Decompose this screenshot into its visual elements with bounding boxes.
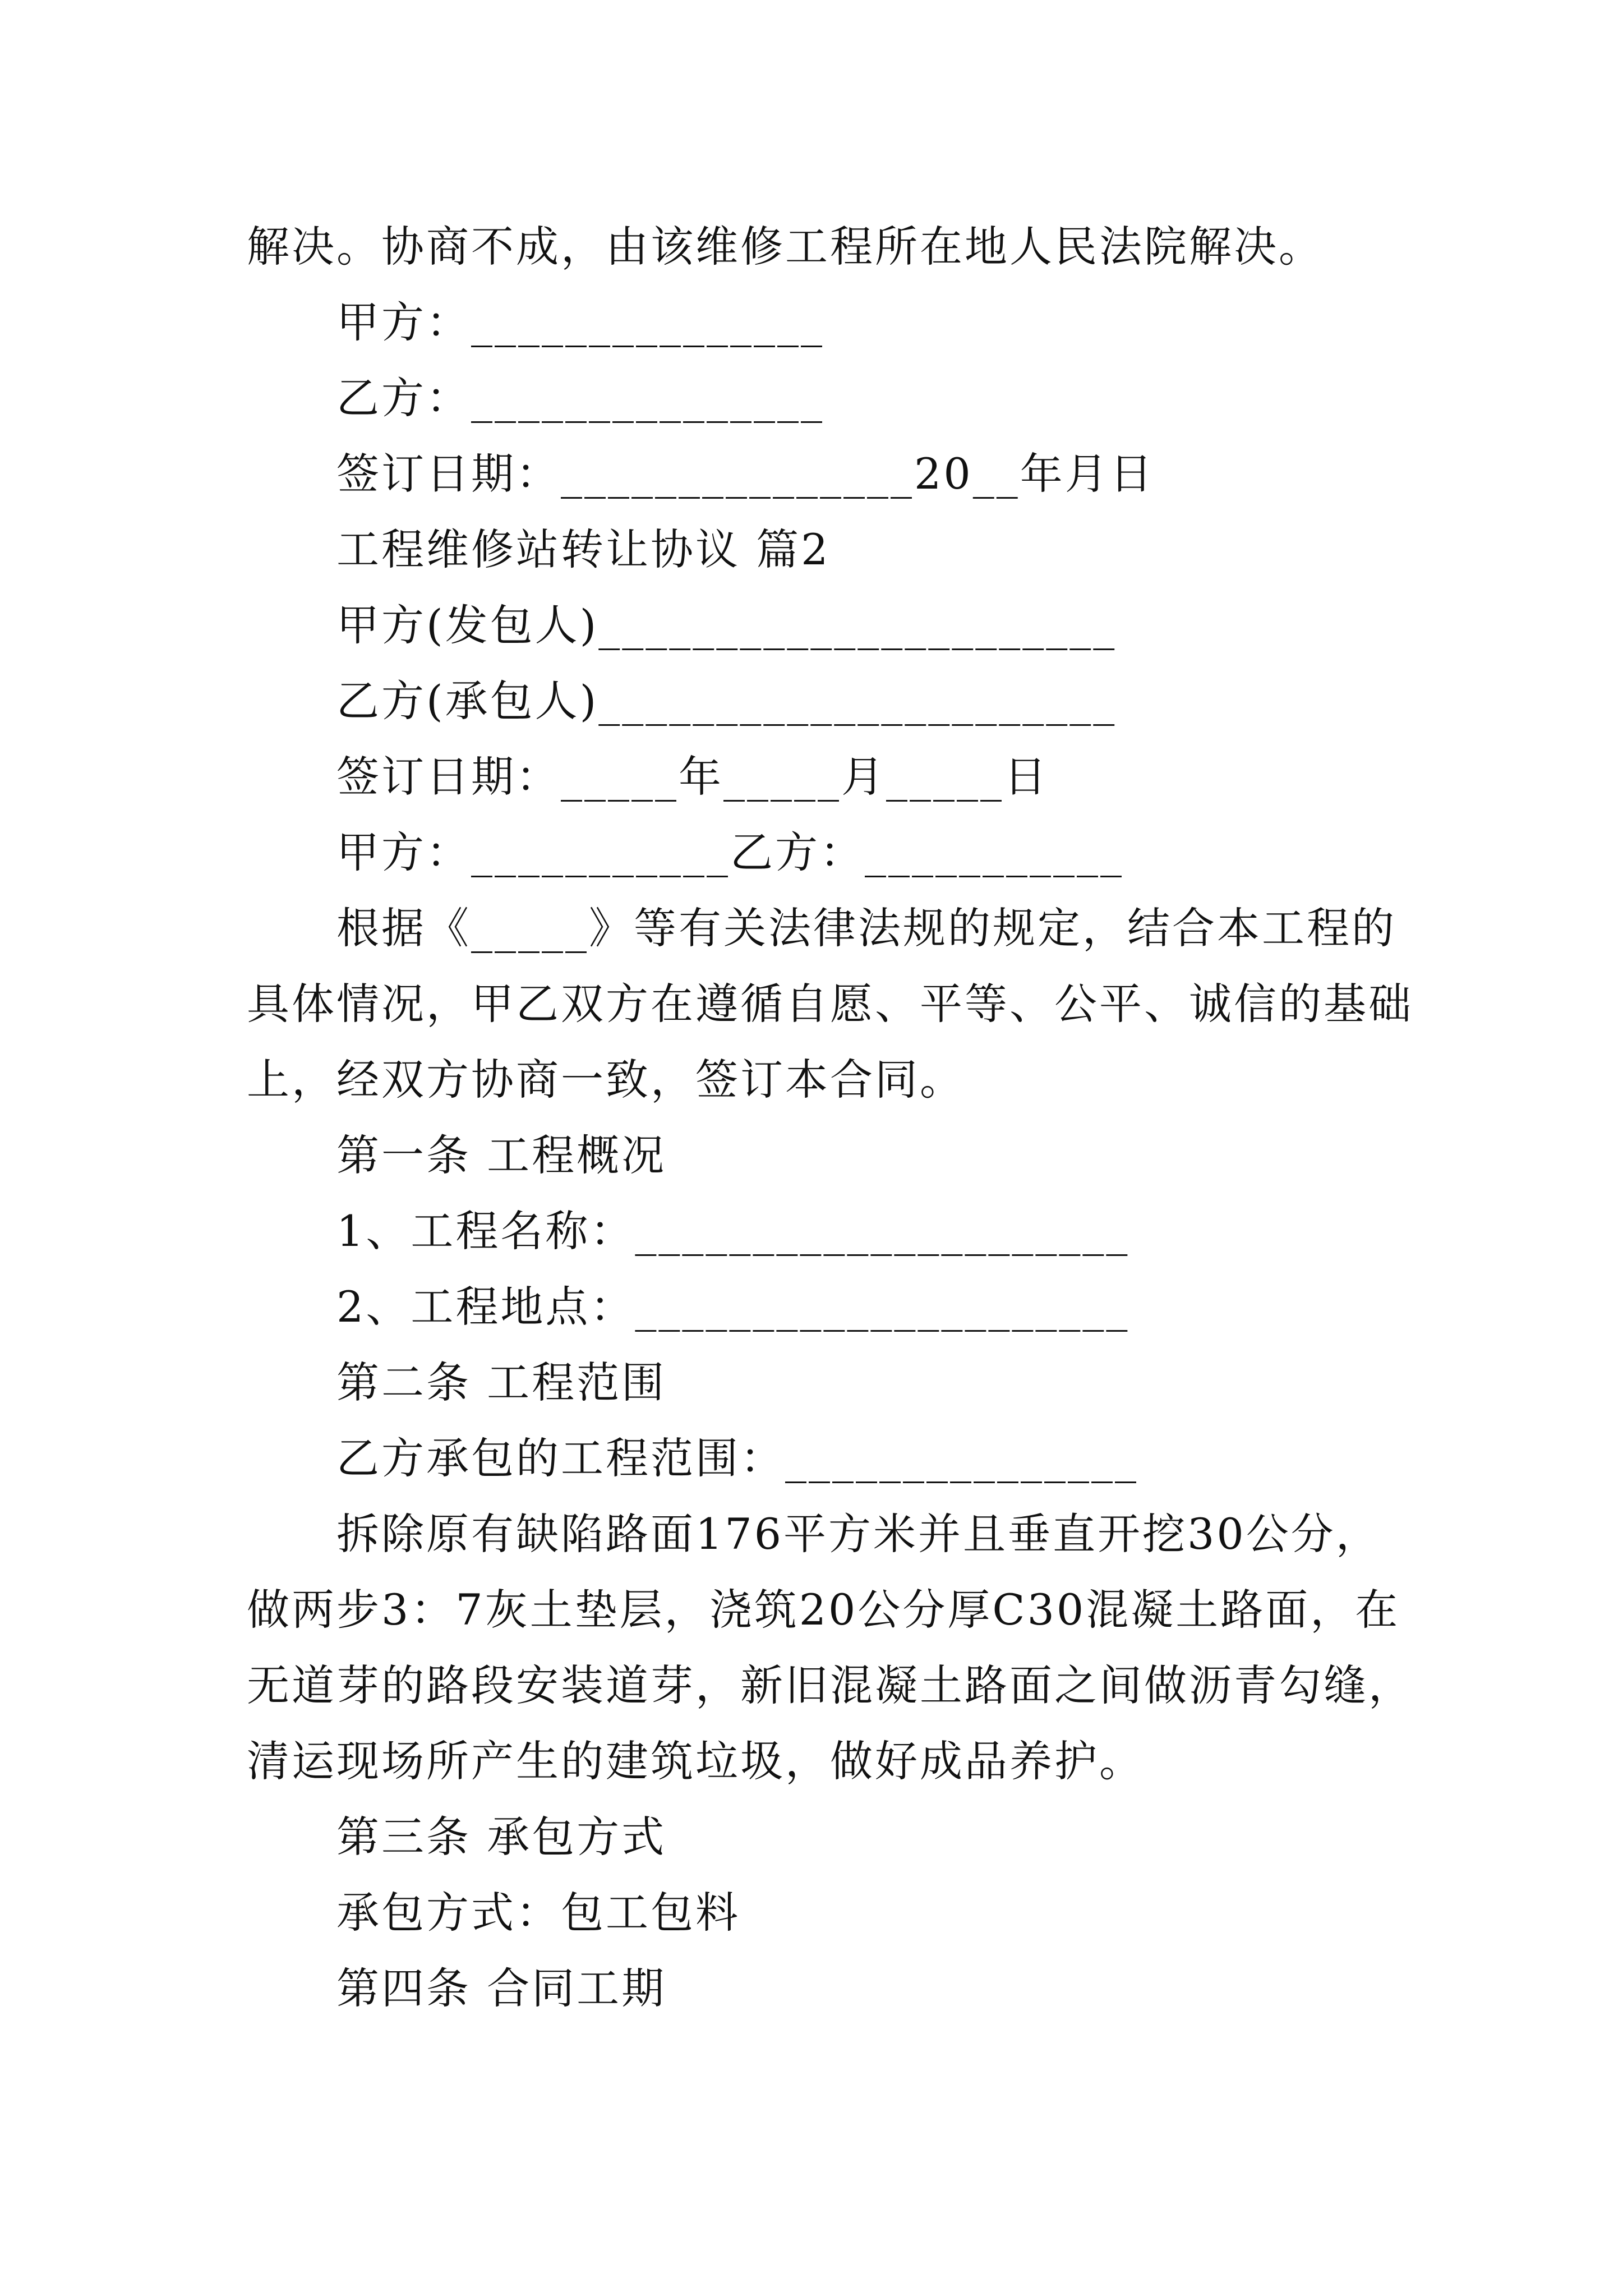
paragraph-line: 做两步3：7灰土垫层，浇筑20公分厚C30混凝土路面，在	[247, 1585, 1400, 1635]
article-heading: 第一条 工程概况	[336, 1130, 667, 1180]
paragraph-line: 拆除原有缺陷路面176平方米并且垂直开挖30公分，	[336, 1509, 1381, 1559]
paragraph-line: 无道芽的路段安装道芽，新旧混凝土路面之间做沥青勾缝，	[247, 1660, 1413, 1710]
contractor-line: 甲方(发包人)______________________	[336, 600, 1117, 650]
project-name-line: 1、工程名称：_____________________	[336, 1206, 1130, 1256]
scope-line: 乙方承包的工程范围：_______________	[336, 1433, 1138, 1483]
contract-method-line: 承包方式：包工包料	[336, 1888, 740, 1938]
paragraph-line: 根据《_____》等有关法律法规的规定，结合本工程的	[336, 903, 1396, 953]
paragraph-line: 上，经双方协商一致，签订本合同。	[247, 1055, 965, 1105]
sign-date-line: 签订日期：_____年_____月_____日	[336, 752, 1049, 802]
paragraph-line: 清运现场所产生的建筑垃圾，做好成品养护。	[247, 1736, 1144, 1786]
project-location-line: 2、工程地点：_____________________	[336, 1282, 1130, 1332]
parties-line: 甲方：___________乙方：___________	[336, 827, 1124, 877]
party-b-line: 乙方：_______________	[336, 373, 824, 423]
article-heading: 第三条 承包方式	[336, 1812, 667, 1862]
paragraph-line: 解决。协商不成，由该维修工程所在地人民法院解决。	[247, 222, 1324, 272]
sign-date-line: 签订日期：_______________20__年月日	[336, 449, 1155, 499]
section-title: 工程维修站转让协议 篇2	[336, 524, 831, 574]
paragraph-line: 具体情况，甲乙双方在遵循自愿、平等、公平、诚信的基础	[247, 979, 1413, 1029]
party-a-line: 甲方：_______________	[336, 297, 824, 347]
article-heading: 第四条 合同工期	[336, 1963, 667, 2013]
subcontractor-line: 乙方(承包人)______________________	[336, 676, 1117, 726]
article-heading: 第二条 工程范围	[336, 1358, 667, 1407]
